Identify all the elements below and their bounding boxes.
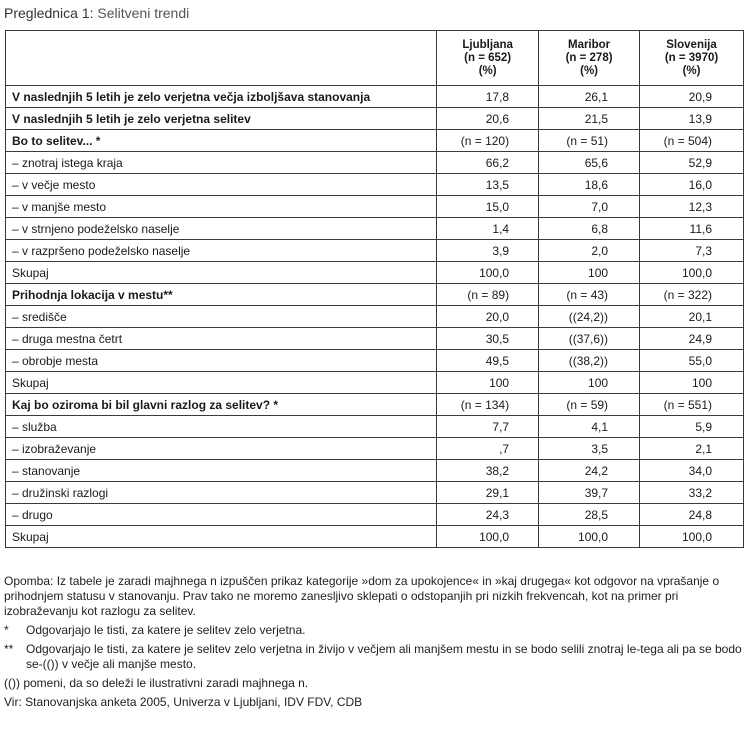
cell-maribor: 4,1 [539, 416, 640, 438]
cell-slovenija: 2,1 [640, 438, 744, 460]
table-row [6, 86, 744, 108]
caption-label: Preglednica 1: [4, 5, 94, 21]
cell-maribor: ((37,6)) [539, 328, 640, 350]
header-n: (n = 3970) [664, 51, 719, 64]
table-row [6, 328, 744, 350]
cell-slovenija: 100,0 [640, 526, 744, 548]
row-label: V naslednjih 5 letih je zelo verjetna selitev [6, 108, 437, 130]
row-label: – v strnjeno podeželsko naselje [6, 218, 437, 240]
note-parentheses: (()) pomeni, da so deleži le ilustrativni zaradi majhnega n. [4, 676, 309, 690]
cell-slovenija: 11,6 [640, 218, 744, 240]
cell-ljubljana: ,7 [437, 438, 539, 460]
header-maribor [539, 31, 640, 86]
header-unit: (%) [478, 64, 497, 77]
table-row [6, 174, 744, 196]
cell-slovenija: 100 [640, 372, 744, 394]
cell-ljubljana: 17,8 [437, 86, 539, 108]
row-label: – izobraževanje [6, 438, 437, 460]
cell-maribor: 2,0 [539, 240, 640, 262]
table-row [6, 284, 744, 306]
cell-ljubljana: 13,5 [437, 174, 539, 196]
cell-slovenija: 24,8 [640, 504, 744, 526]
header-ljubljana [437, 31, 539, 86]
cell-ljubljana: 38,2 [437, 460, 539, 482]
header-row [6, 31, 744, 86]
cell-maribor: 28,5 [539, 504, 640, 526]
cell-ljubljana: (n = 120) [437, 130, 539, 152]
cell-maribor: ((24,2)) [539, 306, 640, 328]
cell-ljubljana: 100 [437, 372, 539, 394]
table-row [6, 460, 744, 482]
header-unit: (%) [682, 64, 701, 77]
header-n: (n = 652) [464, 51, 512, 64]
cell-slovenija: 33,2 [640, 482, 744, 504]
row-label: – drugo [6, 504, 437, 526]
cell-slovenija: (n = 551) [640, 394, 744, 416]
table-row [6, 218, 744, 240]
cell-ljubljana: (n = 89) [437, 284, 539, 306]
row-label: – druga mestna četrt [6, 328, 437, 350]
cell-maribor: 6,8 [539, 218, 640, 240]
row-label: Skupaj [6, 372, 437, 394]
row-label: Skupaj [6, 262, 437, 284]
cell-ljubljana: 29,1 [437, 482, 539, 504]
table-row [6, 416, 744, 438]
table-row [6, 196, 744, 218]
row-label: – v večje mesto [6, 174, 437, 196]
row-label: Bo to selitev... * [6, 130, 437, 152]
note-star [4, 623, 746, 638]
header-city: Ljubljana [462, 38, 513, 51]
cell-slovenija: 20,9 [640, 86, 744, 108]
cell-slovenija: 12,3 [640, 196, 744, 218]
cell-slovenija: 20,1 [640, 306, 744, 328]
cell-maribor: (n = 51) [539, 130, 640, 152]
table-row [6, 130, 744, 152]
cell-maribor: ((38,2)) [539, 350, 640, 372]
note-double-star [4, 642, 746, 672]
table-row [6, 482, 744, 504]
table-row [6, 438, 744, 460]
cell-maribor: 26,1 [539, 86, 640, 108]
table-row [6, 526, 744, 548]
cell-maribor: 24,2 [539, 460, 640, 482]
row-label: – služba [6, 416, 437, 438]
cell-maribor: (n = 43) [539, 284, 640, 306]
header-n: (n = 278) [565, 51, 613, 64]
note-star-mark: * [4, 623, 9, 637]
cell-slovenija: 7,3 [640, 240, 744, 262]
cell-maribor: 7,0 [539, 196, 640, 218]
footnotes [4, 574, 746, 714]
cell-ljubljana: 30,5 [437, 328, 539, 350]
cell-ljubljana: 100,0 [437, 526, 539, 548]
table-row [6, 262, 744, 284]
row-label: – družinski razlogi [6, 482, 437, 504]
cell-maribor: 65,6 [539, 152, 640, 174]
cell-maribor: 18,6 [539, 174, 640, 196]
row-label: – središče [6, 306, 437, 328]
cell-maribor: 39,7 [539, 482, 640, 504]
note-source: Vir: Stanovanjska anketa 2005, Univerza v Ljubljani, IDV FDV, CDB [4, 695, 363, 709]
cell-slovenija: 5,9 [640, 416, 744, 438]
note-opomba: Opomba: Iz tabele je zaradi majhnega n izpuščen prikaz kategorije »dom za upokojence« in »kaj drugega« kot odgovor na vprašanje o prihodnjem statusu v stanovanju. Prav tako ne moremo zanesljivo sklepati o odstopanjih pri nizkih frekvencah, kot na primer pri izobraževanju kot razlogu za selitev. [4, 574, 720, 618]
table-body [6, 86, 744, 548]
row-label: – znotraj istega kraja [6, 152, 437, 174]
cell-ljubljana: 7,7 [437, 416, 539, 438]
table-row [6, 306, 744, 328]
cell-slovenija: 24,9 [640, 328, 744, 350]
cell-maribor: 100 [539, 262, 640, 284]
cell-ljubljana: 100,0 [437, 262, 539, 284]
table-row [6, 240, 744, 262]
row-label: Kaj bo oziroma bi bil glavni razlog za selitev? * [6, 394, 437, 416]
row-label: – v razpršeno podeželsko naselje [6, 240, 437, 262]
table-row [6, 504, 744, 526]
row-label: V naslednjih 5 letih je zelo verjetna večja izboljšava stanovanja [6, 86, 437, 108]
cell-slovenija: 55,0 [640, 350, 744, 372]
table-row [6, 152, 744, 174]
table-row [6, 108, 744, 130]
header-city: Slovenija [666, 38, 717, 51]
header-empty [6, 31, 437, 86]
row-label: – stanovanje [6, 460, 437, 482]
row-label: Skupaj [6, 526, 437, 548]
cell-ljubljana: 49,5 [437, 350, 539, 372]
row-label: – v manjše mesto [6, 196, 437, 218]
note-double-star-text: Odgovarjajo le tisti, za katere je selitev zelo verjetna in živijo v večjem ali manjšem mestu in se bodo selili znotraj le-tega ali pa se bodo se-(()) v večje ali manjše mesto. [26, 642, 742, 671]
cell-ljubljana: 20,0 [437, 306, 539, 328]
cell-ljubljana: 3,9 [437, 240, 539, 262]
row-label: – obrobje mesta [6, 350, 437, 372]
cell-slovenija: (n = 322) [640, 284, 744, 306]
cell-ljubljana: 15,0 [437, 196, 539, 218]
migration-trends-table [5, 30, 744, 548]
table-row [6, 350, 744, 372]
cell-ljubljana: 24,3 [437, 504, 539, 526]
row-label: Prihodnja lokacija v mestu** [6, 284, 437, 306]
cell-slovenija: 13,9 [640, 108, 744, 130]
cell-slovenija: 100,0 [640, 262, 744, 284]
header-city: Maribor [567, 38, 611, 51]
cell-maribor: 100 [539, 372, 640, 394]
cell-ljubljana: (n = 134) [437, 394, 539, 416]
cell-maribor: (n = 59) [539, 394, 640, 416]
note-star-text: Odgovarjajo le tisti, za katere je selitev zelo verjetna. [26, 623, 306, 637]
table-caption [4, 5, 189, 21]
cell-maribor: 100,0 [539, 526, 640, 548]
cell-slovenija: 16,0 [640, 174, 744, 196]
cell-maribor: 21,5 [539, 108, 640, 130]
caption-title: Selitveni trendi [97, 5, 190, 21]
cell-ljubljana: 20,6 [437, 108, 539, 130]
header-slovenija [640, 31, 744, 86]
cell-slovenija: (n = 504) [640, 130, 744, 152]
cell-maribor: 3,5 [539, 438, 640, 460]
cell-slovenija: 34,0 [640, 460, 744, 482]
header-unit: (%) [580, 64, 599, 77]
cell-slovenija: 52,9 [640, 152, 744, 174]
cell-ljubljana: 1,4 [437, 218, 539, 240]
table-row [6, 394, 744, 416]
note-double-star-mark: ** [4, 642, 14, 656]
cell-ljubljana: 66,2 [437, 152, 539, 174]
table-row [6, 372, 744, 394]
